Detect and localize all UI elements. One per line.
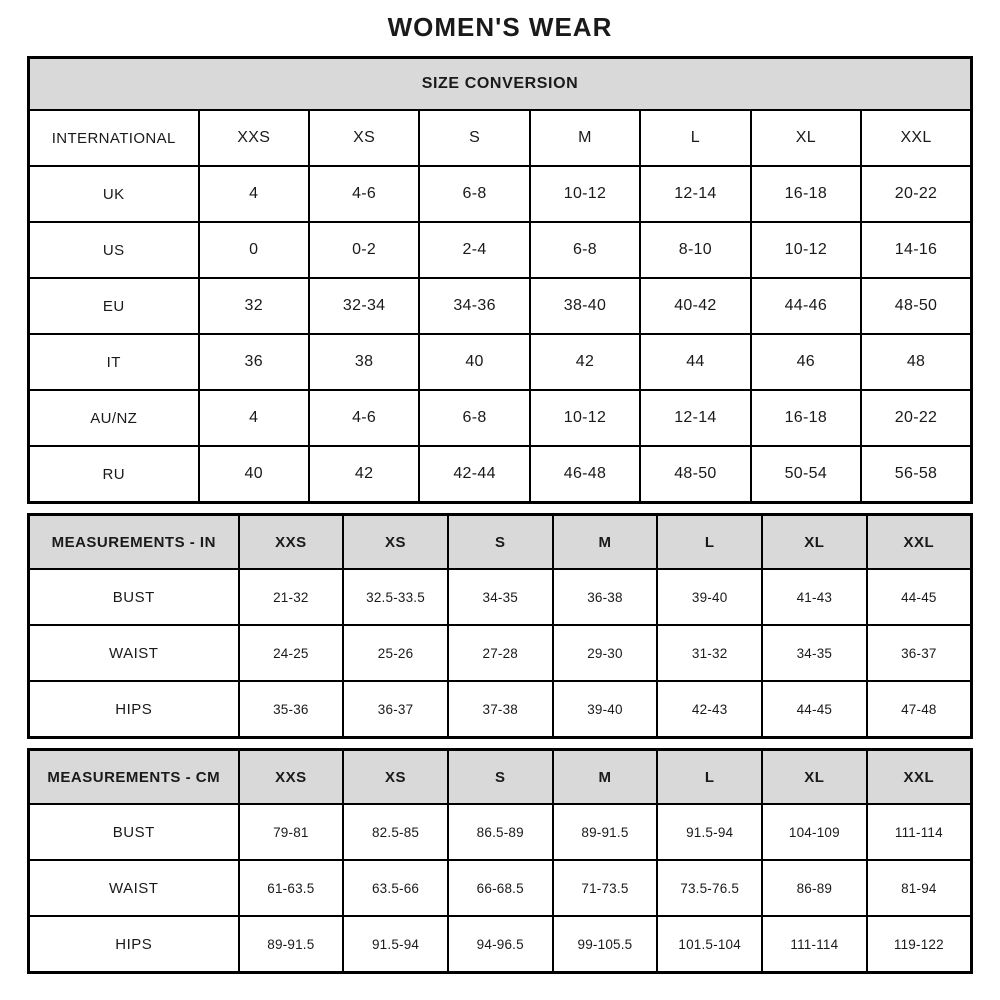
column-header: S: [448, 750, 553, 805]
measurement-cell: 34-35: [762, 625, 867, 681]
measurement-cell: 21-32: [239, 569, 344, 625]
size-cell: 40-42: [640, 278, 750, 334]
column-header: M: [553, 750, 658, 805]
size-cell: 42: [530, 334, 640, 390]
size-cell: 4-6: [309, 390, 419, 446]
size-cell: 12-14: [640, 166, 750, 222]
size-cell: 34-36: [419, 278, 529, 334]
size-cell: 38-40: [530, 278, 640, 334]
row-label: HIPS: [29, 916, 239, 973]
size-cell: 0: [199, 222, 309, 278]
table-row-bust-cm: [29, 804, 972, 860]
measurement-cell: 36-37: [867, 625, 972, 681]
measurement-cell: 71-73.5: [553, 860, 658, 916]
size-cell: 10-12: [530, 390, 640, 446]
size-cell: 42: [309, 446, 419, 503]
page-title: WOMEN'S WEAR: [387, 12, 613, 42]
size-cell: 38: [309, 334, 419, 390]
size-cell: 36: [199, 334, 309, 390]
measurement-cell: 73.5-76.5: [657, 860, 762, 916]
measurement-cell: 63.5-66: [343, 860, 448, 916]
size-cell: 4-6: [309, 166, 419, 222]
measurement-cell: 29-30: [553, 625, 658, 681]
size-cell: 32-34: [309, 278, 419, 334]
measurement-cell: 32.5-33.5: [343, 569, 448, 625]
measurement-cell: 94-96.5: [448, 916, 553, 973]
measurement-cell: 66-68.5: [448, 860, 553, 916]
measurement-cell: 31-32: [657, 625, 762, 681]
size-cell: 8-10: [640, 222, 750, 278]
table-row-bust-in: [29, 569, 972, 625]
measurement-cell: 86.5-89: [448, 804, 553, 860]
measurement-cell: 61-63.5: [239, 860, 344, 916]
size-cell: XL: [751, 110, 861, 166]
column-header: XL: [762, 515, 867, 570]
column-header: XL: [762, 750, 867, 805]
size-cell: 44: [640, 334, 750, 390]
column-header: L: [657, 750, 762, 805]
size-cell: 40: [419, 334, 529, 390]
measurement-cell: 37-38: [448, 681, 553, 738]
table-row-ru: [29, 446, 972, 503]
table-row-waist-in: [29, 625, 972, 681]
row-label: AU/NZ: [29, 390, 199, 446]
measurements-cm-title: MEASUREMENTS - CM: [29, 750, 239, 805]
measurement-cell: 42-43: [657, 681, 762, 738]
column-header: L: [657, 515, 762, 570]
size-cell: 6-8: [419, 166, 529, 222]
table-row-eu: [29, 278, 972, 334]
size-cell: 10-12: [751, 222, 861, 278]
row-label: HIPS: [29, 681, 239, 738]
measurement-cell: 86-89: [762, 860, 867, 916]
size-cell: S: [419, 110, 529, 166]
size-cell: 50-54: [751, 446, 861, 503]
measurement-cell: 89-91.5: [553, 804, 658, 860]
measurement-cell: 44-45: [762, 681, 867, 738]
measurement-cell: 25-26: [343, 625, 448, 681]
column-header: XXS: [239, 515, 344, 570]
size-cell: 2-4: [419, 222, 529, 278]
table-row-international: [29, 110, 972, 166]
size-cell: XXS: [199, 110, 309, 166]
measurement-cell: 111-114: [867, 804, 972, 860]
size-cell: 48-50: [640, 446, 750, 503]
measurement-cell: 35-36: [239, 681, 344, 738]
table-row-hips-in: [29, 681, 972, 738]
row-label: BUST: [29, 804, 239, 860]
table-row-us: [29, 222, 972, 278]
size-cell: XS: [309, 110, 419, 166]
row-label: UK: [29, 166, 199, 222]
measurement-cell: 41-43: [762, 569, 867, 625]
size-cell: 46: [751, 334, 861, 390]
size-conversion-title: SIZE CONVERSION: [29, 58, 972, 111]
column-header: S: [448, 515, 553, 570]
measurement-cell: 119-122: [867, 916, 972, 973]
measurement-cell: 99-105.5: [553, 916, 658, 973]
size-cell: 4: [199, 166, 309, 222]
measurement-cell: 36-38: [553, 569, 658, 625]
size-cell: 20-22: [861, 166, 971, 222]
measurements-cm-table: [27, 748, 973, 974]
row-label: WAIST: [29, 625, 239, 681]
table-row-it: [29, 334, 972, 390]
table-row-hips-cm: [29, 916, 972, 973]
measurements-in-table: [27, 513, 973, 739]
measurement-cell: 91.5-94: [343, 916, 448, 973]
column-header: XS: [343, 750, 448, 805]
table-row-uk: [29, 166, 972, 222]
table-header-row: [29, 750, 972, 805]
size-cell: M: [530, 110, 640, 166]
column-header: XXS: [239, 750, 344, 805]
measurement-cell: 89-91.5: [239, 916, 344, 973]
measurement-cell: 36-37: [343, 681, 448, 738]
size-cell: 0-2: [309, 222, 419, 278]
measurement-cell: 47-48: [867, 681, 972, 738]
size-cell: XXL: [861, 110, 971, 166]
row-label: EU: [29, 278, 199, 334]
column-header: XXL: [867, 515, 972, 570]
size-cell: L: [640, 110, 750, 166]
measurement-cell: 27-28: [448, 625, 553, 681]
column-header: M: [553, 515, 658, 570]
measurement-cell: 24-25: [239, 625, 344, 681]
measurement-cell: 82.5-85: [343, 804, 448, 860]
size-cell: 16-18: [751, 166, 861, 222]
column-header: XXL: [867, 750, 972, 805]
size-cell: 6-8: [530, 222, 640, 278]
size-cell: 20-22: [861, 390, 971, 446]
size-cell: 48-50: [861, 278, 971, 334]
row-label: RU: [29, 446, 199, 503]
measurement-cell: 34-35: [448, 569, 553, 625]
size-cell: 16-18: [751, 390, 861, 446]
measurement-cell: 101.5-104: [657, 916, 762, 973]
measurement-cell: 39-40: [657, 569, 762, 625]
measurement-cell: 39-40: [553, 681, 658, 738]
size-cell: 46-48: [530, 446, 640, 503]
measurement-cell: 104-109: [762, 804, 867, 860]
measurements-in-title: MEASUREMENTS - IN: [29, 515, 239, 570]
table-banner-row: [29, 58, 972, 111]
table-header-row: [29, 515, 972, 570]
measurement-cell: 91.5-94: [657, 804, 762, 860]
size-cell: 48: [861, 334, 971, 390]
measurement-cell: 81-94: [867, 860, 972, 916]
row-label: IT: [29, 334, 199, 390]
measurement-cell: 79-81: [239, 804, 344, 860]
size-conversion-table: [27, 56, 973, 504]
table-row-aunz: [29, 390, 972, 446]
size-cell: 14-16: [861, 222, 971, 278]
size-cell: 12-14: [640, 390, 750, 446]
size-cell: 10-12: [530, 166, 640, 222]
size-cell: 56-58: [861, 446, 971, 503]
size-cell: 6-8: [419, 390, 529, 446]
row-label: US: [29, 222, 199, 278]
measurement-cell: 44-45: [867, 569, 972, 625]
size-cell: 40: [199, 446, 309, 503]
measurement-cell: 111-114: [762, 916, 867, 973]
row-label: BUST: [29, 569, 239, 625]
row-label: WAIST: [29, 860, 239, 916]
column-header: XS: [343, 515, 448, 570]
size-cell: 42-44: [419, 446, 529, 503]
table-row-waist-cm: [29, 860, 972, 916]
size-cell: 44-46: [751, 278, 861, 334]
size-cell: 4: [199, 390, 309, 446]
row-label: INTERNATIONAL: [29, 110, 199, 166]
size-cell: 32: [199, 278, 309, 334]
